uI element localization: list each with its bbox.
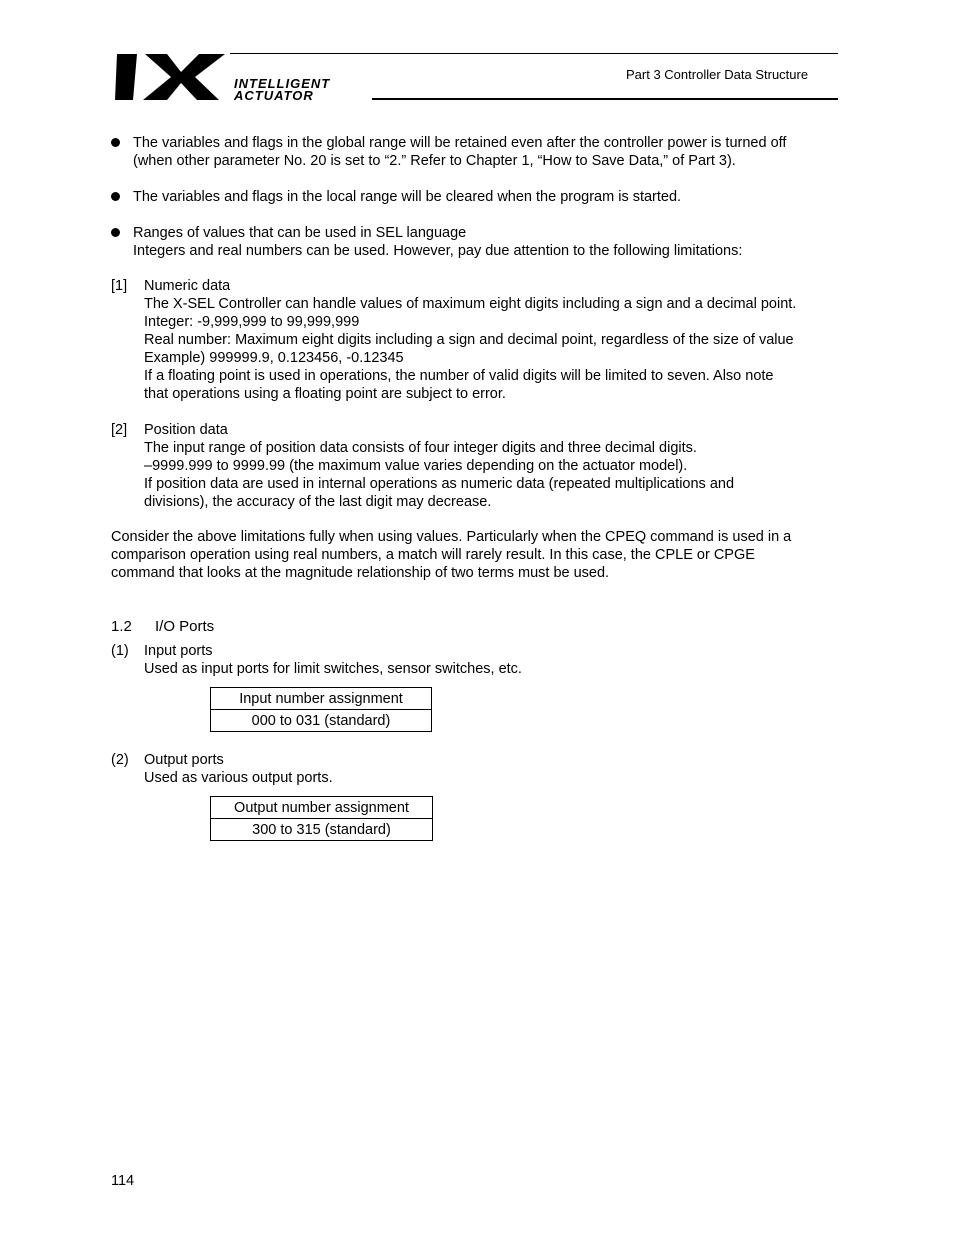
table-value-cell: 000 to 031 (standard) xyxy=(211,710,432,732)
summary-line-3: command that looks at the magnitude relationship of two terms must be used. xyxy=(111,565,610,581)
summary-line-2: comparison operation using real numbers, a match will rarely result. In this case, the CPLE or CPGE xyxy=(111,547,755,563)
bullet-1-line-2: (when other parameter No. 20 is set to “2.” Refer to Chapter 1, “How to Save Data,” of Part 3). xyxy=(133,153,736,169)
section-number: 1.2 xyxy=(111,618,132,635)
summary-line-1: Consider the above limitations fully when using values. Particularly when the CPEQ command is used in a xyxy=(111,529,792,545)
port-1-description: Used as input ports for limit switches, sensor switches, etc. xyxy=(144,661,522,677)
header-rule-top xyxy=(230,53,838,54)
ix-logo-mark xyxy=(115,52,227,102)
table-header-cell: Output number assignment xyxy=(211,797,433,819)
port-1-title: Input ports xyxy=(144,643,213,659)
header-section-title: Part 3 Controller Data Structure xyxy=(626,67,809,82)
section-title: I/O Ports xyxy=(155,618,215,635)
limitation-2-title: Position data xyxy=(144,422,228,438)
table-row xyxy=(211,819,433,841)
bullet-2-line-1: The variables and flags in the local range will be cleared when the program is started. xyxy=(133,189,682,205)
limitation-1-line-3: Real number: Maximum eight digits including a sign and decimal point, regardless of the size of value xyxy=(144,332,794,348)
header-rule-bottom xyxy=(372,98,838,100)
limitation-2-line-3: If position data are used in internal operations as numeric data (repeated multiplications and xyxy=(144,476,735,492)
input-assignment-table xyxy=(210,687,432,732)
output-assignment-table xyxy=(210,796,433,841)
port-2-title: Output ports xyxy=(144,752,224,768)
limitation-2-line-4: divisions), the accuracy of the last digit may decrease. xyxy=(144,494,492,510)
port-1-number: (1) xyxy=(111,643,129,659)
limitation-1-line-2: Integer: -9,999,999 to 99,999,999 xyxy=(144,314,360,330)
bullet-dot xyxy=(111,228,120,237)
limitation-1-line-1: The X-SEL Controller can handle values of maximum eight digits including a sign and a decimal point. xyxy=(144,296,797,312)
limitation-1-line-6: that operations using a floating point are subject to error. xyxy=(144,386,506,402)
limitation-1-title: Numeric data xyxy=(144,278,231,294)
bullet-dot xyxy=(111,138,120,147)
table-value-cell: 300 to 315 (standard) xyxy=(211,819,433,841)
limitation-1-line-4: Example) 999999.9, 0.123456, -0.12345 xyxy=(144,350,404,366)
table-row xyxy=(211,688,432,710)
bullet-3-line-2: Integers and real numbers can be used. However, pay due attention to the following limitations: xyxy=(133,243,743,259)
page-number: 114 xyxy=(111,1173,135,1189)
bullet-dot xyxy=(111,192,120,201)
table-header-cell: Input number assignment xyxy=(211,688,432,710)
limitation-2-number: [2] xyxy=(111,422,128,438)
port-2-number: (2) xyxy=(111,752,129,768)
limitation-1-line-5: If a floating point is used in operations, the number of valid digits will be limited to seven. Also note xyxy=(144,368,774,384)
company-logo-text: INTELLIGENT ACTUATOR xyxy=(234,76,331,103)
bullet-3-line-1: Ranges of values that can be used in SEL language xyxy=(133,225,467,241)
table-row xyxy=(211,710,432,732)
limitation-2-line-1: The input range of position data consists of four integer digits and three decimal digits. xyxy=(144,440,697,456)
limitation-2-line-2: –9999.999 to 9999.99 (the maximum value varies depending on the actuator model). xyxy=(144,458,688,474)
bullet-1-line-1: The variables and flags in the global range will be retained even after the controller power is turned off xyxy=(133,135,787,151)
table-row xyxy=(211,797,433,819)
port-2-description: Used as various output ports. xyxy=(144,770,333,786)
limitation-1-number: [1] xyxy=(111,278,128,294)
